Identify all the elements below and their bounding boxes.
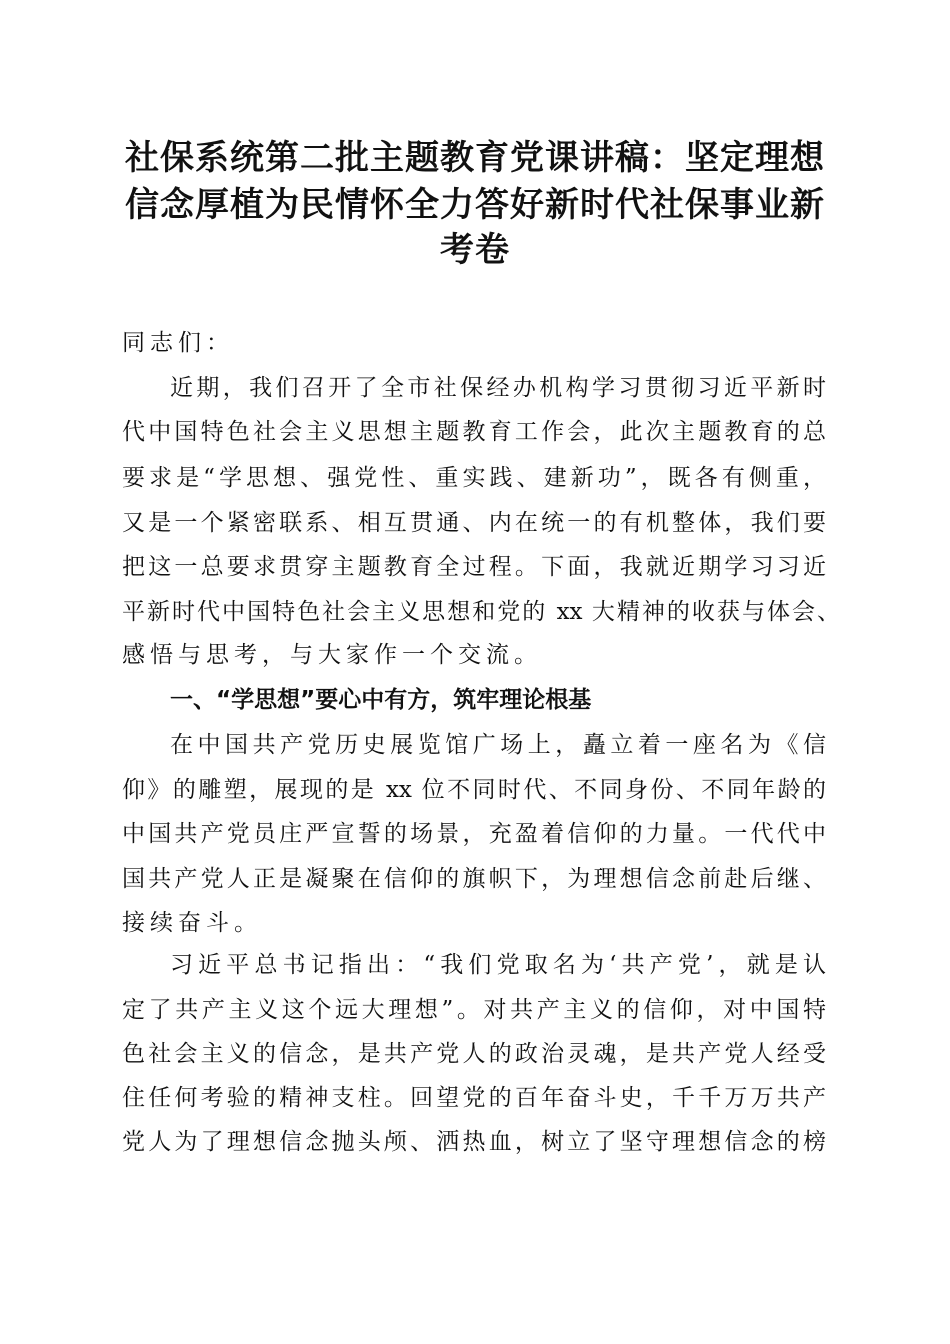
- text-line: 感悟与思考，与大家作一个交流。: [122, 642, 542, 668]
- text-line: 代中国特色社会主义思想主题教育工作会，此次主题教育的总: [122, 419, 826, 445]
- text-line: 党人为了理想信念抛头颅、洒热血，树立了坚守理想信念的榜: [122, 1129, 826, 1155]
- text-line: 近期，我们召开了全市社保经办机构学习贯彻习近平新时: [170, 375, 826, 401]
- text-line: 住任何考验的精神支柱。回望党的百年奋斗史，千千万万共产: [122, 1085, 826, 1111]
- text-line: 把这一总要求贯穿主题教育全过程。下面，我就近期学习习近: [122, 554, 826, 580]
- text-line: 接续奋斗。: [122, 910, 262, 936]
- text-line: 中国共产党员庄严宣誓的场景，充盈着信仰的力量。一代代中: [122, 821, 826, 847]
- title-line: 考卷: [440, 230, 510, 270]
- text-line: 习近平总书记指出：“我们党取名为‘共产党’，就是认: [170, 952, 826, 978]
- text-line: 要求是“学思想、强党性、重实践、建新功”，既各有侧重，: [122, 465, 826, 491]
- text-line: 定了共产主义这个远大理想”。对共产主义的信仰，对中国特: [122, 997, 826, 1023]
- text-line: 又是一个紧密联系、相互贯通、内在统一的有机整体，我们要: [122, 510, 826, 536]
- section-heading: 一、“学思想”要心中有方，筑牢理论根基: [170, 687, 592, 713]
- salutation: 同志们：: [122, 330, 234, 356]
- title-line: 社保系统第二批主题教育党课讲稿：坚定理想: [125, 138, 825, 178]
- text-line: 色社会主义的信念，是共产党人的政治灵魂，是共产党人经受: [122, 1041, 826, 1067]
- text-line: 在中国共产党历史展览馆广场上，矗立着一座名为《信: [170, 732, 826, 758]
- text-line: 仰》的雕塑，展现的是 xx 位不同时代、不同身份、不同年龄的: [122, 777, 826, 803]
- title-line: 信念厚植为民情怀全力答好新时代社保事业新: [125, 185, 825, 225]
- text-line: 国共产党人正是凝聚在信仰的旗帜下，为理想信念前赴后继、: [122, 866, 826, 892]
- text-line: 平新时代中国特色社会主义思想和党的 xx 大精神的收获与体会、: [122, 599, 840, 625]
